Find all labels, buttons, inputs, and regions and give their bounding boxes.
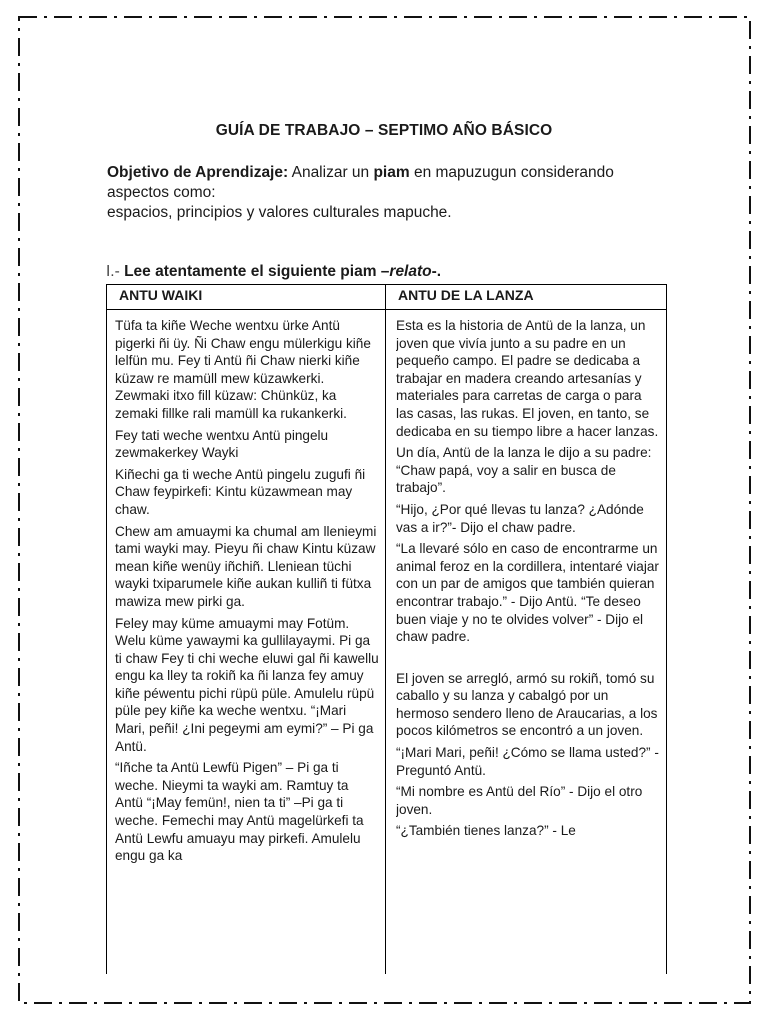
mapuzugun-paragraph: “Iñche ta Antü Lewfü Pigen” – Pi ga ti weche. Nieymi ta wayki am. Ramtuy ta Antü “¡May femün!, nien ta ti” –Pi ga ti weche. Femechi may Antü magelürkefi ta Antü Lewfu amuayu may pirkefi. Amulelu engu ga ka: [115, 760, 364, 864]
objective-label: Objetivo de Aprendizaje:: [107, 164, 289, 181]
learning-objective: [107, 163, 667, 223]
spanish-column: [386, 310, 667, 975]
mapuzugun-paragraph: Fey tati weche wentxu Antü pingelu zewmakerkey Wayki: [115, 427, 329, 461]
piam-table: [106, 284, 667, 974]
spanish-paragraph: “Mi nombre es Antü del Río” - Dijo el otro joven.: [396, 784, 643, 817]
mapuzugun-paragraph: Kiñechi ga ti weche Antü pingelu zugufi ñi Chaw feypirkefi: Kintu küzawmean may chaw.: [115, 466, 366, 517]
objective-text-1: Analizar un: [288, 164, 374, 181]
objective-line-2: espacios, principios y valores culturales mapuche.: [107, 204, 452, 221]
spanish-paragraph: “La llevaré sólo en caso de encontrarme un animal feroz en la cordillera, intentaré viajar con un par de amigos que también quieran encontrar trabajo.” - Dijo Antü. “Te deseo buen viaje y no te olvides volver” - Dijo el chaw padre.: [396, 541, 659, 645]
spanish-paragraph: Un día, Antü de la lanza le dijo a su padre: “Chaw papá, voy a salir en busca de trabajo”.: [396, 445, 652, 496]
header-antu-de-la-lanza: ANTU DE LA LANZA: [386, 285, 667, 310]
page-title: GUÍA DE TRABAJO – SEPTIMO AÑO BÁSICO: [215, 122, 553, 139]
instruction-end: -.: [431, 263, 442, 280]
mapuzugun-paragraph: Chew am amuaymi ka chumal am llenieymi tami wayki may. Pieyu ñi chaw Kintu küzaw mean kiñe wenüy iñchiñ. Lleniean tüchi wayki txiparumele kiñe aukan kulliñ ti fütxa mawiza mew pirki ga.: [115, 523, 377, 609]
objective-keyword: piam: [373, 164, 410, 181]
instruction-text: Lee atentamente el siguiente piam –: [124, 263, 390, 280]
mapuzugun-column: [107, 310, 386, 975]
spanish-paragraph: El joven se arregló, armó su rokiñ, tomó su caballo y su lanza y cabalgó por un hermoso sendero lleno de Araucarias, a los pocos kilómetros se encontró a un joven.: [396, 670, 658, 739]
mapuzugun-paragraph: Feley may küme amuaymi may Fotüm. Welu küme yawaymi ka gullilayaymi. Pi ga ti chaw Fey ti chi weche eluwi gal ñi kawellu engu ka lley ta rokiñ ka ñi lanza fey amuy kiñe péwentu pichi rüpü püle. Amulelu rüpü püle pey kiñe ka weche wentxu. “¡Mari Mari, peñi! ¿Ini pegeymi am eymi?” – Pi ga Antü.: [115, 615, 379, 754]
instruction-emphasis: relato: [389, 263, 432, 280]
spanish-paragraph: “¿También tienes lanza?” - Le: [396, 823, 576, 839]
spanish-paragraph: Esta es la historia de Antü de la lanza, un joven que vivía junto a su padre en un pequeño campo. El padre se dedicaba a trabajar en madera creando artesanías y materiales para carretas de carga o para las casas, las rukas. El joven, en tanto, se dedicaba en su tiempo libre a hacer lanzas.: [396, 318, 659, 439]
instruction: [106, 263, 441, 281]
mapuzugun-paragraph: Tüfa ta kiñe Weche wentxu ürke Antü pigerki ñi üy. Ñi Chaw engu mülerkigu kiñe lelfün mu. Fey ti Antü ñi Chaw nierki kiñe küzaw re mamüll mew küzawkerki. Zewmaki itxo fill küzaw: Chünküz, ka zemaki fillke rali mamüll ka rukankerki.: [115, 318, 371, 421]
instruction-number: I.-: [106, 263, 125, 280]
objective-text-2: en mapuzugun considerando aspectos como:: [107, 164, 614, 201]
spanish-paragraph: “¡Mari Mari, peñi! ¿Cómo se llama usted?” - Preguntó Antü.: [396, 745, 659, 778]
header-antu-waiki: ANTU WAIKI: [107, 285, 386, 310]
spanish-paragraph: “Hijo, ¿Por qué llevas tu lanza? ¿Adónde vas a ir?”- Dijo el chaw padre.: [396, 501, 644, 535]
